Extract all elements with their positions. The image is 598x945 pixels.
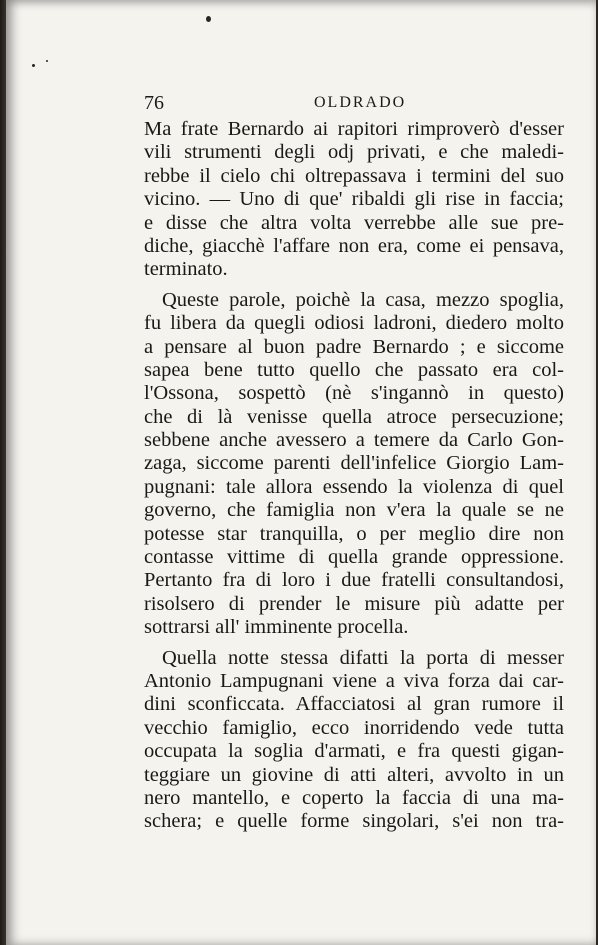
text-line: rebbe il cielo chi oltrepassava i termini del suo bbox=[144, 164, 564, 187]
text-line: vili strumenti degli odj privati, e che maledi- bbox=[144, 141, 564, 164]
text-line: sebbene anche avessero a temere da Carlo Gon- bbox=[144, 429, 564, 452]
text-line: sottrarsi all' imminente procella. bbox=[144, 616, 409, 639]
text-line: che di là venisse quella atroce persecuzione; bbox=[144, 405, 564, 428]
book-page bbox=[6, 0, 596, 945]
text-line: risolsero di prender le misure più adatte per bbox=[144, 592, 564, 615]
ink-speck bbox=[206, 16, 211, 22]
text-line: vecchio famiglio, ecco inorridendo vede tutta bbox=[144, 716, 564, 739]
paragraph bbox=[144, 289, 564, 640]
text-line: potesse star tranquilla, o per meglio dire non bbox=[144, 522, 564, 545]
text-line: Ma frate Bernardo ai rapitori rimproverò d'esser bbox=[144, 118, 564, 140]
text-line: Pertanto fra di loro i due fratelli consultandosi, bbox=[144, 569, 564, 592]
paragraph bbox=[144, 118, 564, 282]
text-line: Antonio Lampugnani viene a viva forza dai car- bbox=[144, 669, 564, 692]
running-head: OLDRADO bbox=[314, 94, 407, 111]
text-line: e disse che altra volta verrebbe alle sue pre- bbox=[144, 211, 564, 234]
text-line: pugnani: tale allora essendo la violenza di quel bbox=[144, 475, 564, 498]
text-line: contasse vittime di quella grande oppressione. bbox=[144, 546, 564, 569]
text-line: diche, giacchè l'affare non era, come ei pensava, bbox=[144, 234, 564, 257]
text-line: Queste parole, poichè la casa, mezzo spoglia, bbox=[162, 288, 564, 311]
text-line: Quella notte stessa difatti la porta di messer bbox=[162, 646, 564, 669]
text-line: vicino. — Uno di que' ribaldi gli rise in faccia; bbox=[144, 188, 564, 211]
text-line: zaga, siccome parenti dell'infelice Giorgio Lam- bbox=[144, 452, 564, 475]
ink-speck bbox=[32, 64, 35, 67]
text-line: governo, che famiglia non v'era la quale se ne bbox=[144, 499, 564, 522]
text-line: fu libera da quegli odiosi ladroni, diedero molto bbox=[144, 312, 564, 335]
text-line: sapea bene tutto quello che passato era col- bbox=[144, 358, 564, 381]
page-header bbox=[144, 92, 534, 116]
page-number: 76 bbox=[144, 92, 164, 114]
ink-speck bbox=[46, 60, 48, 62]
paragraph bbox=[144, 647, 564, 834]
text-line: occupata la soglia d'armati, e fra questi gigan- bbox=[144, 740, 564, 763]
text-line: schera; e quelle forme singolari, s'ei non tra- bbox=[144, 810, 564, 833]
text-line: l'Ossona, sospettò (nè s'ingannò in questo) bbox=[144, 382, 564, 405]
text-line: teggiare un giovine di atti alteri, avvolto in un bbox=[144, 763, 564, 786]
text-line: dini sconficcata. Affacciatosi al gran rumore il bbox=[144, 693, 564, 716]
text-line: terminato. bbox=[144, 258, 228, 281]
body-text bbox=[144, 118, 564, 841]
text-line: a pensare al buon padre Bernardo ; e siccome bbox=[144, 335, 564, 358]
text-line: nero mantello, e coperto la faccia di una ma- bbox=[144, 786, 564, 809]
